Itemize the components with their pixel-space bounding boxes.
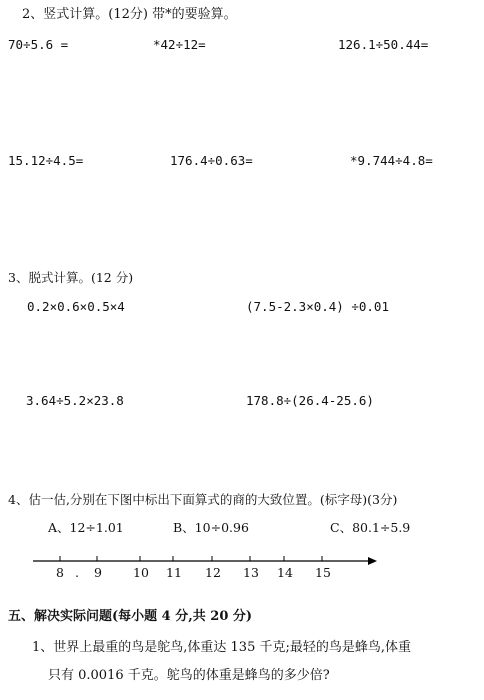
tick-label-14: 14 bbox=[277, 565, 293, 580]
expr-3-64-div-5-2x23-8: 3.64÷5.2×23.8 bbox=[26, 393, 124, 408]
problem-42-div-12: *42÷12= bbox=[153, 37, 206, 52]
tick-label-10: 10 bbox=[133, 565, 149, 580]
section-3-title: 3、脱式计算。(12 分) bbox=[8, 270, 134, 285]
problem-126-1-div-50-44: 126.1÷50.44= bbox=[338, 37, 429, 52]
section-2-title: 2、竖式计算。(12分) 带*的要验算。 bbox=[22, 7, 237, 22]
section-5-title: 五、解决实际问题(每小题 4 分,共 20 分) bbox=[8, 609, 253, 624]
tick-label-13: 13 bbox=[243, 565, 259, 580]
question-1-line-2: 只有 0.0016 千克。鸵鸟的体重是蜂鸟的多少倍? bbox=[48, 668, 330, 683]
option-b: B、10÷0.96 bbox=[173, 520, 249, 535]
tick-label-9: 9 bbox=[94, 565, 102, 580]
expr-178-8-div-26-4-minus-25-6: 178.8÷(26.4-25.6) bbox=[246, 393, 374, 408]
option-c: C、80.1÷5.9 bbox=[330, 520, 411, 535]
expr-7-5-minus-2-3x0-4-div-0-01: (7.5-2.3×0.4) ÷0.01 bbox=[246, 299, 389, 314]
tick-label-dot: . bbox=[75, 565, 79, 580]
tick-label-15: 15 bbox=[315, 565, 331, 580]
problem-9-744-div-4-8: *9.744÷4.8= bbox=[350, 153, 433, 168]
tick-label-8: 8 bbox=[56, 565, 64, 580]
question-1-line-1: 1、世界上最重的鸟是鸵鸟,体重达 135 千克;最轻的鸟是蜂鸟,体重 bbox=[32, 640, 411, 655]
tick-label-11: 11 bbox=[166, 565, 182, 580]
tick-label-12: 12 bbox=[205, 565, 221, 580]
expr-0-2x0-6x0-5x4: 0.2×0.6×0.5×4 bbox=[27, 299, 125, 314]
number-line-arrow bbox=[368, 557, 377, 565]
section-4-title: 4、估一估,分别在下图中标出下面算式的商的大致位置。(标字母)(3分) bbox=[8, 492, 398, 507]
option-a: A、12÷1.01 bbox=[48, 520, 124, 535]
problem-15-12-div-4-5: 15.12÷4.5= bbox=[8, 153, 84, 168]
problem-176-4-div-0-63: 176.4÷0.63= bbox=[170, 153, 253, 168]
problem-70-div-5-6: 70÷5.6 = bbox=[8, 37, 69, 52]
